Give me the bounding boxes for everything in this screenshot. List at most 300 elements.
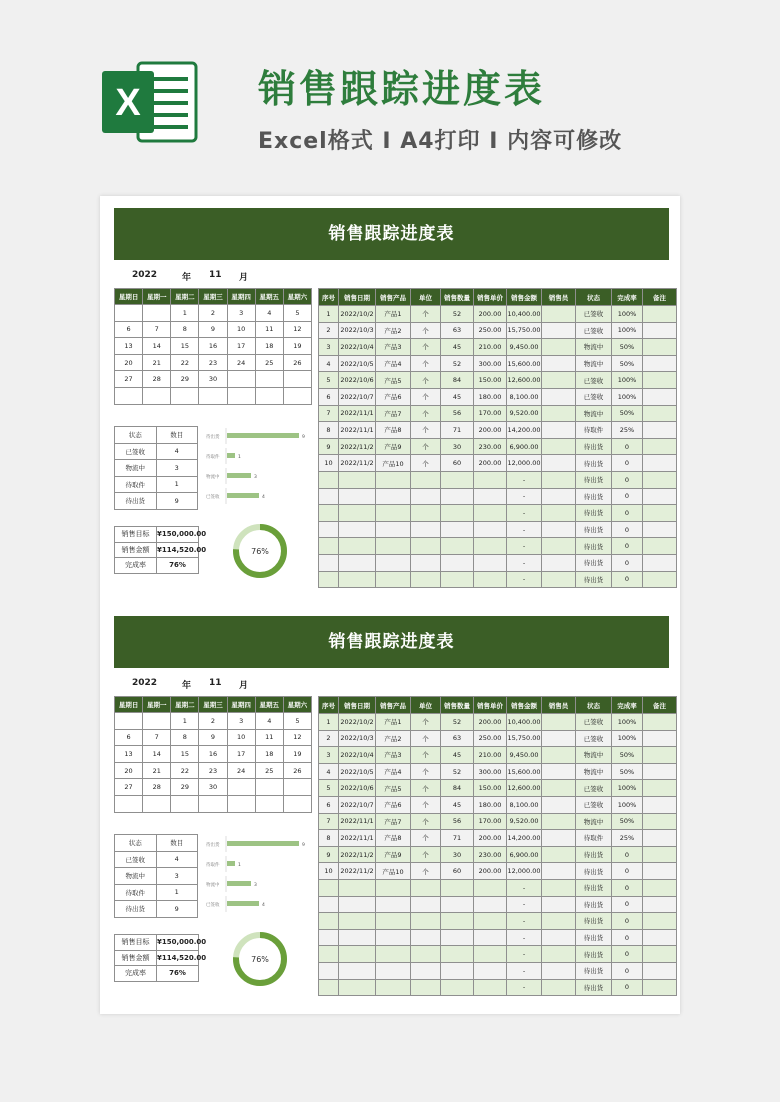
sales-cell: [643, 747, 677, 764]
calendar-day: 29: [171, 779, 199, 796]
sales-cell: [376, 946, 411, 963]
sales-cell: [441, 554, 474, 571]
sales-cell: [474, 505, 507, 522]
sales-cell: [542, 372, 576, 389]
table-row: [319, 730, 677, 747]
calendar-day: 7: [143, 321, 171, 338]
sales-cell: [376, 879, 411, 896]
sales-column-header: 销售数量: [441, 697, 474, 714]
sales-cell: [542, 355, 576, 372]
sales-cell: 个: [411, 730, 441, 747]
completion-donut: [230, 922, 290, 997]
summary-table: [114, 526, 207, 574]
sales-cell: 0: [612, 846, 643, 863]
sales-cell: 产品7: [376, 813, 411, 830]
sales-cell: [643, 471, 677, 488]
sales-cell: 个: [411, 322, 441, 339]
status-row: [115, 884, 198, 901]
sales-cell: [441, 879, 474, 896]
sales-cell: 170.00: [474, 405, 507, 422]
sales-cell: [542, 505, 576, 522]
sales-cell: 8,100.00: [507, 388, 542, 405]
table-row: [319, 488, 677, 505]
svg-text:X: X: [115, 82, 141, 124]
sales-cell: [542, 405, 576, 422]
sales-cell: 已签收: [576, 306, 612, 323]
sales-table: [318, 696, 677, 996]
sales-cell: [319, 929, 339, 946]
sales-cell: 2022/10/6: [339, 780, 376, 797]
sales-cell: 0: [612, 979, 643, 996]
summary-label: 销售金额: [115, 542, 157, 558]
sheet-title: 销售跟踪进度表: [114, 616, 669, 668]
sales-cell: [542, 946, 576, 963]
sales-cell: 0: [612, 488, 643, 505]
sales-cell: [643, 405, 677, 422]
sales-cell: 待取件: [576, 422, 612, 439]
sales-cell: [643, 979, 677, 996]
sales-cell: [319, 488, 339, 505]
bar-value-label: 3: [254, 475, 257, 480]
calendar-day: 26: [283, 354, 311, 371]
sales-cell: [376, 538, 411, 555]
summary-row: [115, 935, 199, 951]
sales-cell: [411, 571, 441, 588]
sales-cell: [542, 488, 576, 505]
sales-cell: [376, 929, 411, 946]
sales-cell: [643, 372, 677, 389]
calendar-day: 6: [115, 729, 143, 746]
sales-cell: [643, 306, 677, 323]
sales-cell: 0: [612, 962, 643, 979]
status-cell: 已签收: [115, 443, 157, 460]
sales-cell: 7: [319, 813, 339, 830]
sales-cell: 52: [441, 355, 474, 372]
sales-cell: 12,000.00: [507, 863, 542, 880]
sales-cell: [474, 471, 507, 488]
sales-cell: [376, 571, 411, 588]
calendar-week-row: [115, 762, 312, 779]
sales-cell: [441, 896, 474, 913]
sales-cell: 产品6: [376, 388, 411, 405]
sales-cell: [339, 471, 376, 488]
sales-cell: 2: [319, 322, 339, 339]
sales-cell: [643, 962, 677, 979]
table-row: [319, 388, 677, 405]
page-subtitle: Excel格式 Ⅰ A4打印 Ⅰ 内容可修改: [258, 129, 623, 154]
status-row: [115, 493, 198, 510]
bar-value-label: 1: [238, 863, 241, 868]
sales-cell: 10,400.00: [507, 714, 542, 731]
sales-cell: 产品5: [376, 780, 411, 797]
calendar-week-row: [115, 305, 312, 322]
sales-cell: 15,600.00: [507, 763, 542, 780]
sales-cell: [643, 322, 677, 339]
sales-cell: 物流中: [576, 355, 612, 372]
year-label: 年: [182, 273, 192, 283]
status-row: [115, 851, 198, 868]
bar-value-label: 1: [238, 455, 241, 460]
sales-cell: 产品5: [376, 372, 411, 389]
calendar-day: 8: [171, 321, 199, 338]
status-header: 状态: [115, 835, 157, 852]
calendar-day: 10: [227, 729, 255, 746]
summary-label: 完成率: [115, 966, 157, 982]
calendar-day: 30: [199, 779, 227, 796]
sales-cell: [542, 879, 576, 896]
sales-cell: 12,000.00: [507, 455, 542, 472]
sales-cell: 15,750.00: [507, 322, 542, 339]
sales-cell: 6,900.00: [507, 846, 542, 863]
calendar-day: 23: [199, 354, 227, 371]
calendar-day: [143, 795, 171, 812]
calendar-week-row: [115, 746, 312, 763]
sales-cell: 个: [411, 422, 441, 439]
sales-cell: -: [507, 538, 542, 555]
page-title: 销售跟踪进度表: [258, 67, 546, 111]
sales-cell: 待出货: [576, 571, 612, 588]
month-label: 月: [239, 681, 249, 691]
sales-cell: 100%: [612, 714, 643, 731]
sales-cell: [643, 896, 677, 913]
sales-cell: 200.00: [474, 863, 507, 880]
sales-cell: 14,200.00: [507, 830, 542, 847]
table-row: [319, 962, 677, 979]
sales-cell: 个: [411, 306, 441, 323]
sales-cell: 2022/11/2: [339, 455, 376, 472]
sales-cell: 15,600.00: [507, 355, 542, 372]
sales-cell: [542, 962, 576, 979]
status-table: [114, 834, 198, 918]
sales-cell: 300.00: [474, 355, 507, 372]
calendar-weekday: 星期六: [283, 289, 311, 305]
sales-cell: 已签收: [576, 796, 612, 813]
summary-label: 销售金额: [115, 950, 157, 966]
sales-cell: 30: [441, 846, 474, 863]
bar-category-label: 待取件: [206, 863, 220, 868]
sales-cell: [441, 571, 474, 588]
table-row: [319, 405, 677, 422]
sales-cell: 待取件: [576, 830, 612, 847]
calendar-day: 28: [143, 779, 171, 796]
sales-cell: 个: [411, 405, 441, 422]
sales-cell: 0: [612, 521, 643, 538]
calendar-day: 26: [283, 762, 311, 779]
calendar-day: 6: [115, 321, 143, 338]
calendar-weekday: 星期四: [227, 697, 255, 713]
status-cell: 3: [156, 460, 198, 477]
sales-column-header: 完成率: [612, 289, 643, 306]
sales-cell: 200.00: [474, 422, 507, 439]
calendar-day: 17: [227, 746, 255, 763]
sales-cell: 产品7: [376, 405, 411, 422]
sales-cell: 71: [441, 830, 474, 847]
sales-cell: 45: [441, 388, 474, 405]
sales-cell: [441, 488, 474, 505]
sales-cell: 4: [319, 355, 339, 372]
sales-cell: 9,520.00: [507, 813, 542, 830]
sales-cell: [339, 929, 376, 946]
calendar-day: 3: [227, 713, 255, 730]
sales-cell: 10: [319, 863, 339, 880]
sales-cell: 待出货: [576, 554, 612, 571]
status-header-row: [115, 835, 198, 852]
sales-cell: 9: [319, 846, 339, 863]
sales-column-header: 销售产品: [376, 289, 411, 306]
sales-column-header: 销售金额: [507, 697, 542, 714]
sales-cell: 50%: [612, 339, 643, 356]
status-header: 状态: [115, 427, 157, 444]
sales-cell: 250.00: [474, 730, 507, 747]
sales-cell: 待出货: [576, 962, 612, 979]
sales-cell: [643, 488, 677, 505]
sales-cell: 2022/10/5: [339, 763, 376, 780]
calendar-day: [227, 387, 255, 404]
calendar-weekday: 星期五: [255, 289, 283, 305]
sales-cell: 个: [411, 372, 441, 389]
bar: [227, 861, 235, 866]
sales-cell: 已签收: [576, 388, 612, 405]
sales-cell: 2022/10/3: [339, 322, 376, 339]
sales-cell: [376, 896, 411, 913]
sales-column-header: 备注: [643, 697, 677, 714]
sales-cell: [474, 913, 507, 930]
calendar-header-row: [115, 289, 312, 305]
calendar-day: [199, 795, 227, 812]
table-row: [319, 339, 677, 356]
sales-cell: [441, 979, 474, 996]
sales-cell: 待出货: [576, 896, 612, 913]
sales-cell: 2022/11/1: [339, 422, 376, 439]
sales-cell: [319, 879, 339, 896]
sales-cell: 9: [319, 438, 339, 455]
sales-cell: [643, 913, 677, 930]
calendar-day: 2: [199, 305, 227, 322]
sales-cell: [441, 538, 474, 555]
sales-cell: [411, 929, 441, 946]
sales-cell: [441, 929, 474, 946]
status-cell: 4: [156, 443, 198, 460]
sales-cell: [542, 422, 576, 439]
sales-column-header: 销售产品: [376, 697, 411, 714]
sales-cell: [542, 830, 576, 847]
sales-cell: 个: [411, 438, 441, 455]
year-value: 2022: [132, 678, 158, 688]
table-row: [319, 796, 677, 813]
calendar-day: 20: [115, 354, 143, 371]
sales-cell: [542, 979, 576, 996]
sales-cell: [542, 438, 576, 455]
sales-cell: [339, 538, 376, 555]
sales-cell: [411, 979, 441, 996]
sales-cell: -: [507, 505, 542, 522]
sales-column-header: 销售金额: [507, 289, 542, 306]
sales-cell: 个: [411, 455, 441, 472]
status-row: [115, 868, 198, 885]
sales-cell: [643, 780, 677, 797]
sales-cell: 产品4: [376, 355, 411, 372]
table-row: [319, 471, 677, 488]
sales-column-header: 销售员: [542, 289, 576, 306]
sales-cell: 210.00: [474, 747, 507, 764]
year-month-row: [114, 674, 314, 694]
sales-cell: 2022/10/4: [339, 339, 376, 356]
sales-column-header: 完成率: [612, 697, 643, 714]
calendar-day: 18: [255, 338, 283, 355]
sales-cell: [339, 979, 376, 996]
sales-cell: 25%: [612, 830, 643, 847]
calendar-day: 4: [255, 713, 283, 730]
sales-cell: [474, 946, 507, 963]
sales-cell: 产品8: [376, 830, 411, 847]
sales-cell: 210.00: [474, 339, 507, 356]
sales-cell: [319, 571, 339, 588]
calendar-day: [115, 713, 143, 730]
calendar-header-row: [115, 697, 312, 713]
sales-cell: 50%: [612, 405, 643, 422]
calendar-weekday: 星期二: [171, 289, 199, 305]
table-row: [319, 780, 677, 797]
sales-cell: [376, 913, 411, 930]
sales-cell: 个: [411, 714, 441, 731]
sales-cell: 3: [319, 339, 339, 356]
sales-header-row: [319, 697, 677, 714]
sales-cell: 170.00: [474, 813, 507, 830]
sales-cell: 45: [441, 339, 474, 356]
sales-cell: 100%: [612, 306, 643, 323]
bar-category-label: 已签收: [206, 903, 220, 908]
calendar-weekday: 星期五: [255, 697, 283, 713]
table-row: [319, 554, 677, 571]
sales-cell: 待出货: [576, 488, 612, 505]
calendar-table: [114, 288, 312, 405]
sales-cell: [441, 471, 474, 488]
status-row: [115, 476, 198, 493]
sales-cell: [542, 780, 576, 797]
bar: [227, 433, 299, 438]
year-value: 2022: [132, 270, 158, 280]
calendar-day: 5: [283, 305, 311, 322]
bar-category-label: 待取件: [206, 455, 220, 460]
calendar-day: 30: [199, 371, 227, 388]
sales-cell: [643, 538, 677, 555]
sales-cell: [441, 962, 474, 979]
calendar-day: [227, 795, 255, 812]
sales-cell: [542, 846, 576, 863]
sales-cell: [339, 962, 376, 979]
calendar-day: [283, 779, 311, 796]
sales-cell: [643, 455, 677, 472]
sales-cell: [376, 521, 411, 538]
sales-cell: [441, 946, 474, 963]
calendar-day: 20: [115, 762, 143, 779]
sales-cell: 230.00: [474, 846, 507, 863]
calendar-day: 28: [143, 371, 171, 388]
sales-cell: 2022/10/5: [339, 355, 376, 372]
bar-value-label: 3: [254, 883, 257, 888]
sales-cell: [542, 714, 576, 731]
month-value: 11: [209, 270, 222, 280]
calendar-weekday: 星期四: [227, 289, 255, 305]
status-cell: 物流中: [115, 868, 157, 885]
sales-cell: -: [507, 979, 542, 996]
sales-cell: 0: [612, 438, 643, 455]
sales-cell: 2022/10/6: [339, 372, 376, 389]
sales-cell: [474, 538, 507, 555]
sales-cell: 60: [441, 863, 474, 880]
sales-cell: [474, 879, 507, 896]
calendar-week-row: [115, 795, 312, 812]
sales-cell: 0: [612, 863, 643, 880]
sales-cell: [542, 763, 576, 780]
sales-cell: 300.00: [474, 763, 507, 780]
sales-cell: 100%: [612, 796, 643, 813]
sales-cell: 84: [441, 780, 474, 797]
sales-cell: [542, 554, 576, 571]
calendar-day: [255, 387, 283, 404]
sales-cell: 50%: [612, 813, 643, 830]
sales-cell: 8: [319, 422, 339, 439]
sales-cell: [319, 896, 339, 913]
calendar-day: 14: [143, 746, 171, 763]
calendar-day: 21: [143, 762, 171, 779]
table-row: [319, 763, 677, 780]
sales-cell: [474, 554, 507, 571]
calendar-day: 15: [171, 746, 199, 763]
calendar-week-row: [115, 387, 312, 404]
sales-cell: 100%: [612, 372, 643, 389]
summary-table: [114, 934, 207, 982]
calendar-day: 11: [255, 729, 283, 746]
calendar-day: [283, 371, 311, 388]
sales-cell: 待出货: [576, 505, 612, 522]
sales-cell: [643, 521, 677, 538]
sales-cell: [411, 488, 441, 505]
sheet-title: 销售跟踪进度表: [114, 208, 669, 260]
sales-cell: 已签收: [576, 714, 612, 731]
calendar-weekday: 星期三: [199, 697, 227, 713]
sales-cell: [411, 505, 441, 522]
sales-cell: [542, 813, 576, 830]
sales-cell: 180.00: [474, 796, 507, 813]
sales-cell: 0: [612, 505, 643, 522]
sales-cell: 100%: [612, 730, 643, 747]
sales-cell: 200.00: [474, 714, 507, 731]
sales-cell: [474, 979, 507, 996]
sales-cell: 0: [612, 455, 643, 472]
sales-column-header: 单位: [411, 289, 441, 306]
calendar-day: 5: [283, 713, 311, 730]
sales-column-header: 销售单价: [474, 289, 507, 306]
sales-cell: [542, 730, 576, 747]
summary-value: ¥114,520.00: [157, 950, 199, 966]
sales-cell: 2022/11/1: [339, 813, 376, 830]
sales-cell: 52: [441, 306, 474, 323]
calendar-day: 16: [199, 746, 227, 763]
sales-cell: -: [507, 879, 542, 896]
sales-cell: 产品2: [376, 322, 411, 339]
calendar-day: 25: [255, 354, 283, 371]
sales-cell: -: [507, 962, 542, 979]
bar: [227, 473, 251, 478]
table-row: [319, 505, 677, 522]
sales-cell: [643, 730, 677, 747]
sales-cell: [411, 538, 441, 555]
sales-cell: 待出货: [576, 979, 612, 996]
sales-cell: [376, 505, 411, 522]
table-row: [319, 322, 677, 339]
excel-icon: [100, 57, 200, 147]
